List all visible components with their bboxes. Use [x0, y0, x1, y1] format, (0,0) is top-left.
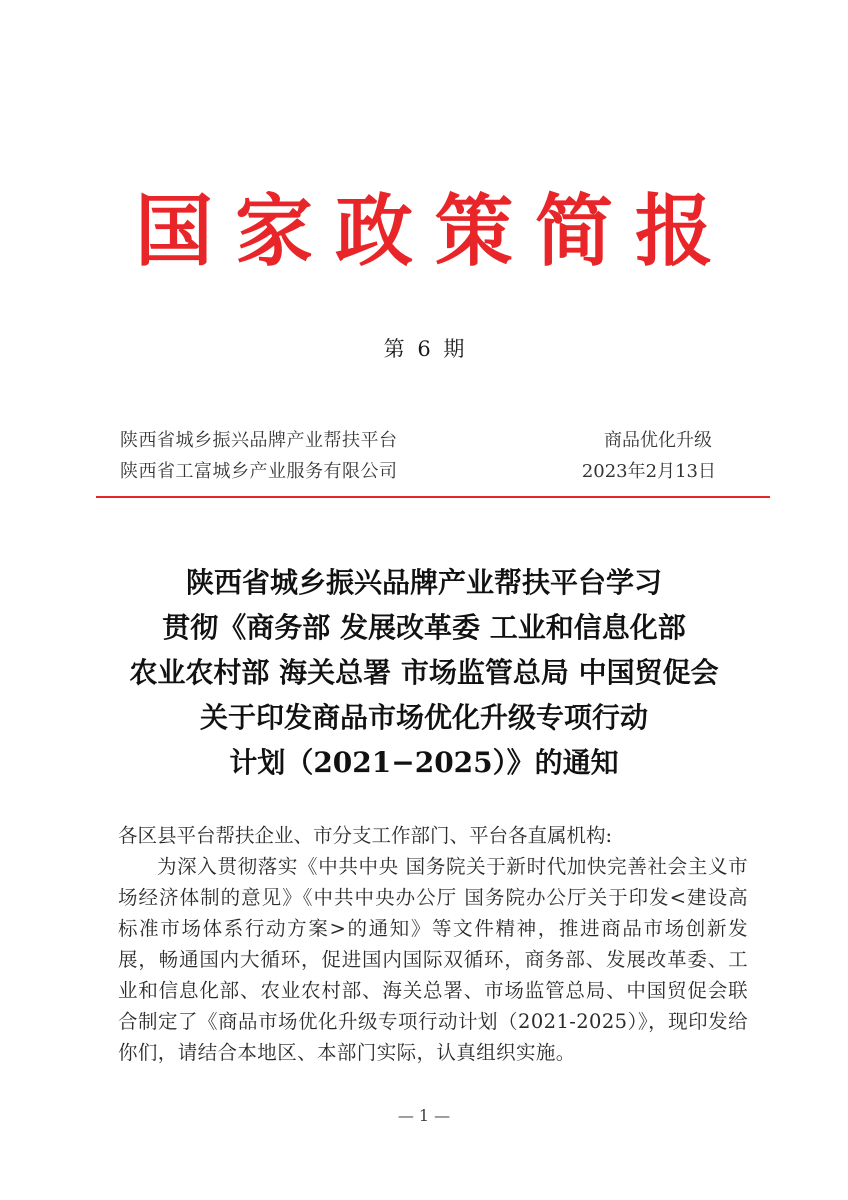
- issue-prefix: 第: [383, 337, 405, 361]
- issue-suffix: 期: [443, 337, 465, 361]
- title-line: 关于印发商品市场优化升级专项行动: [199, 701, 648, 734]
- issue-number: [0, 334, 848, 364]
- document-title: [0, 560, 848, 785]
- issuer-secondary: 陕西省工富城乡产业服务有限公司: [120, 461, 398, 482]
- category-label: 商品优化升级: [604, 430, 712, 451]
- meta-row-2: [120, 458, 720, 486]
- title-line: 贯彻《商务部 发展改革委 工业和信息化部: [162, 611, 686, 644]
- meta-row-1: [120, 427, 720, 455]
- issue-date: 2023年2月13日: [581, 461, 716, 482]
- title-line: 陕西省城乡振兴品牌产业帮扶平台学习: [185, 566, 662, 599]
- title-line: 计划（2021−2025）》的通知: [229, 746, 619, 779]
- title-line: 农业农村部 海关总署 市场监管总局 中国贸促会: [129, 656, 719, 689]
- page-number: — 1 —: [397, 1106, 451, 1125]
- document-body: [118, 820, 748, 1068]
- red-divider-rule: [96, 496, 770, 498]
- issuer-primary: 陕西省城乡振兴品牌产业帮扶平台: [120, 430, 398, 451]
- issue-value: 6: [417, 337, 431, 361]
- masthead-title: 国家政策简报: [134, 186, 735, 277]
- body-paragraph: 为深入贯彻落实《中共中央 国务院关于新时代加快完善社会主义市场经济体制的意见》《中共中央办公厅 国务院办公厅关于印发<建设高标准市场体系行动方案>的通知》等文件精神，推进商品市场创新发展，畅通国内大循环，促进国内国际双循环，商务部、发展改革委、工业和信息化部、农业农村部、海关总署、市场监管总局、中国贸促会联合制定了《商品市场优化升级专项行动计划（2021-2025）》，现印发给你们，请结合本地区、本部门实际，认真组织实施。: [118, 855, 748, 1064]
- salutation: 各区县平台帮扶企业、市分支工作部门、平台各直属机构:: [118, 824, 613, 847]
